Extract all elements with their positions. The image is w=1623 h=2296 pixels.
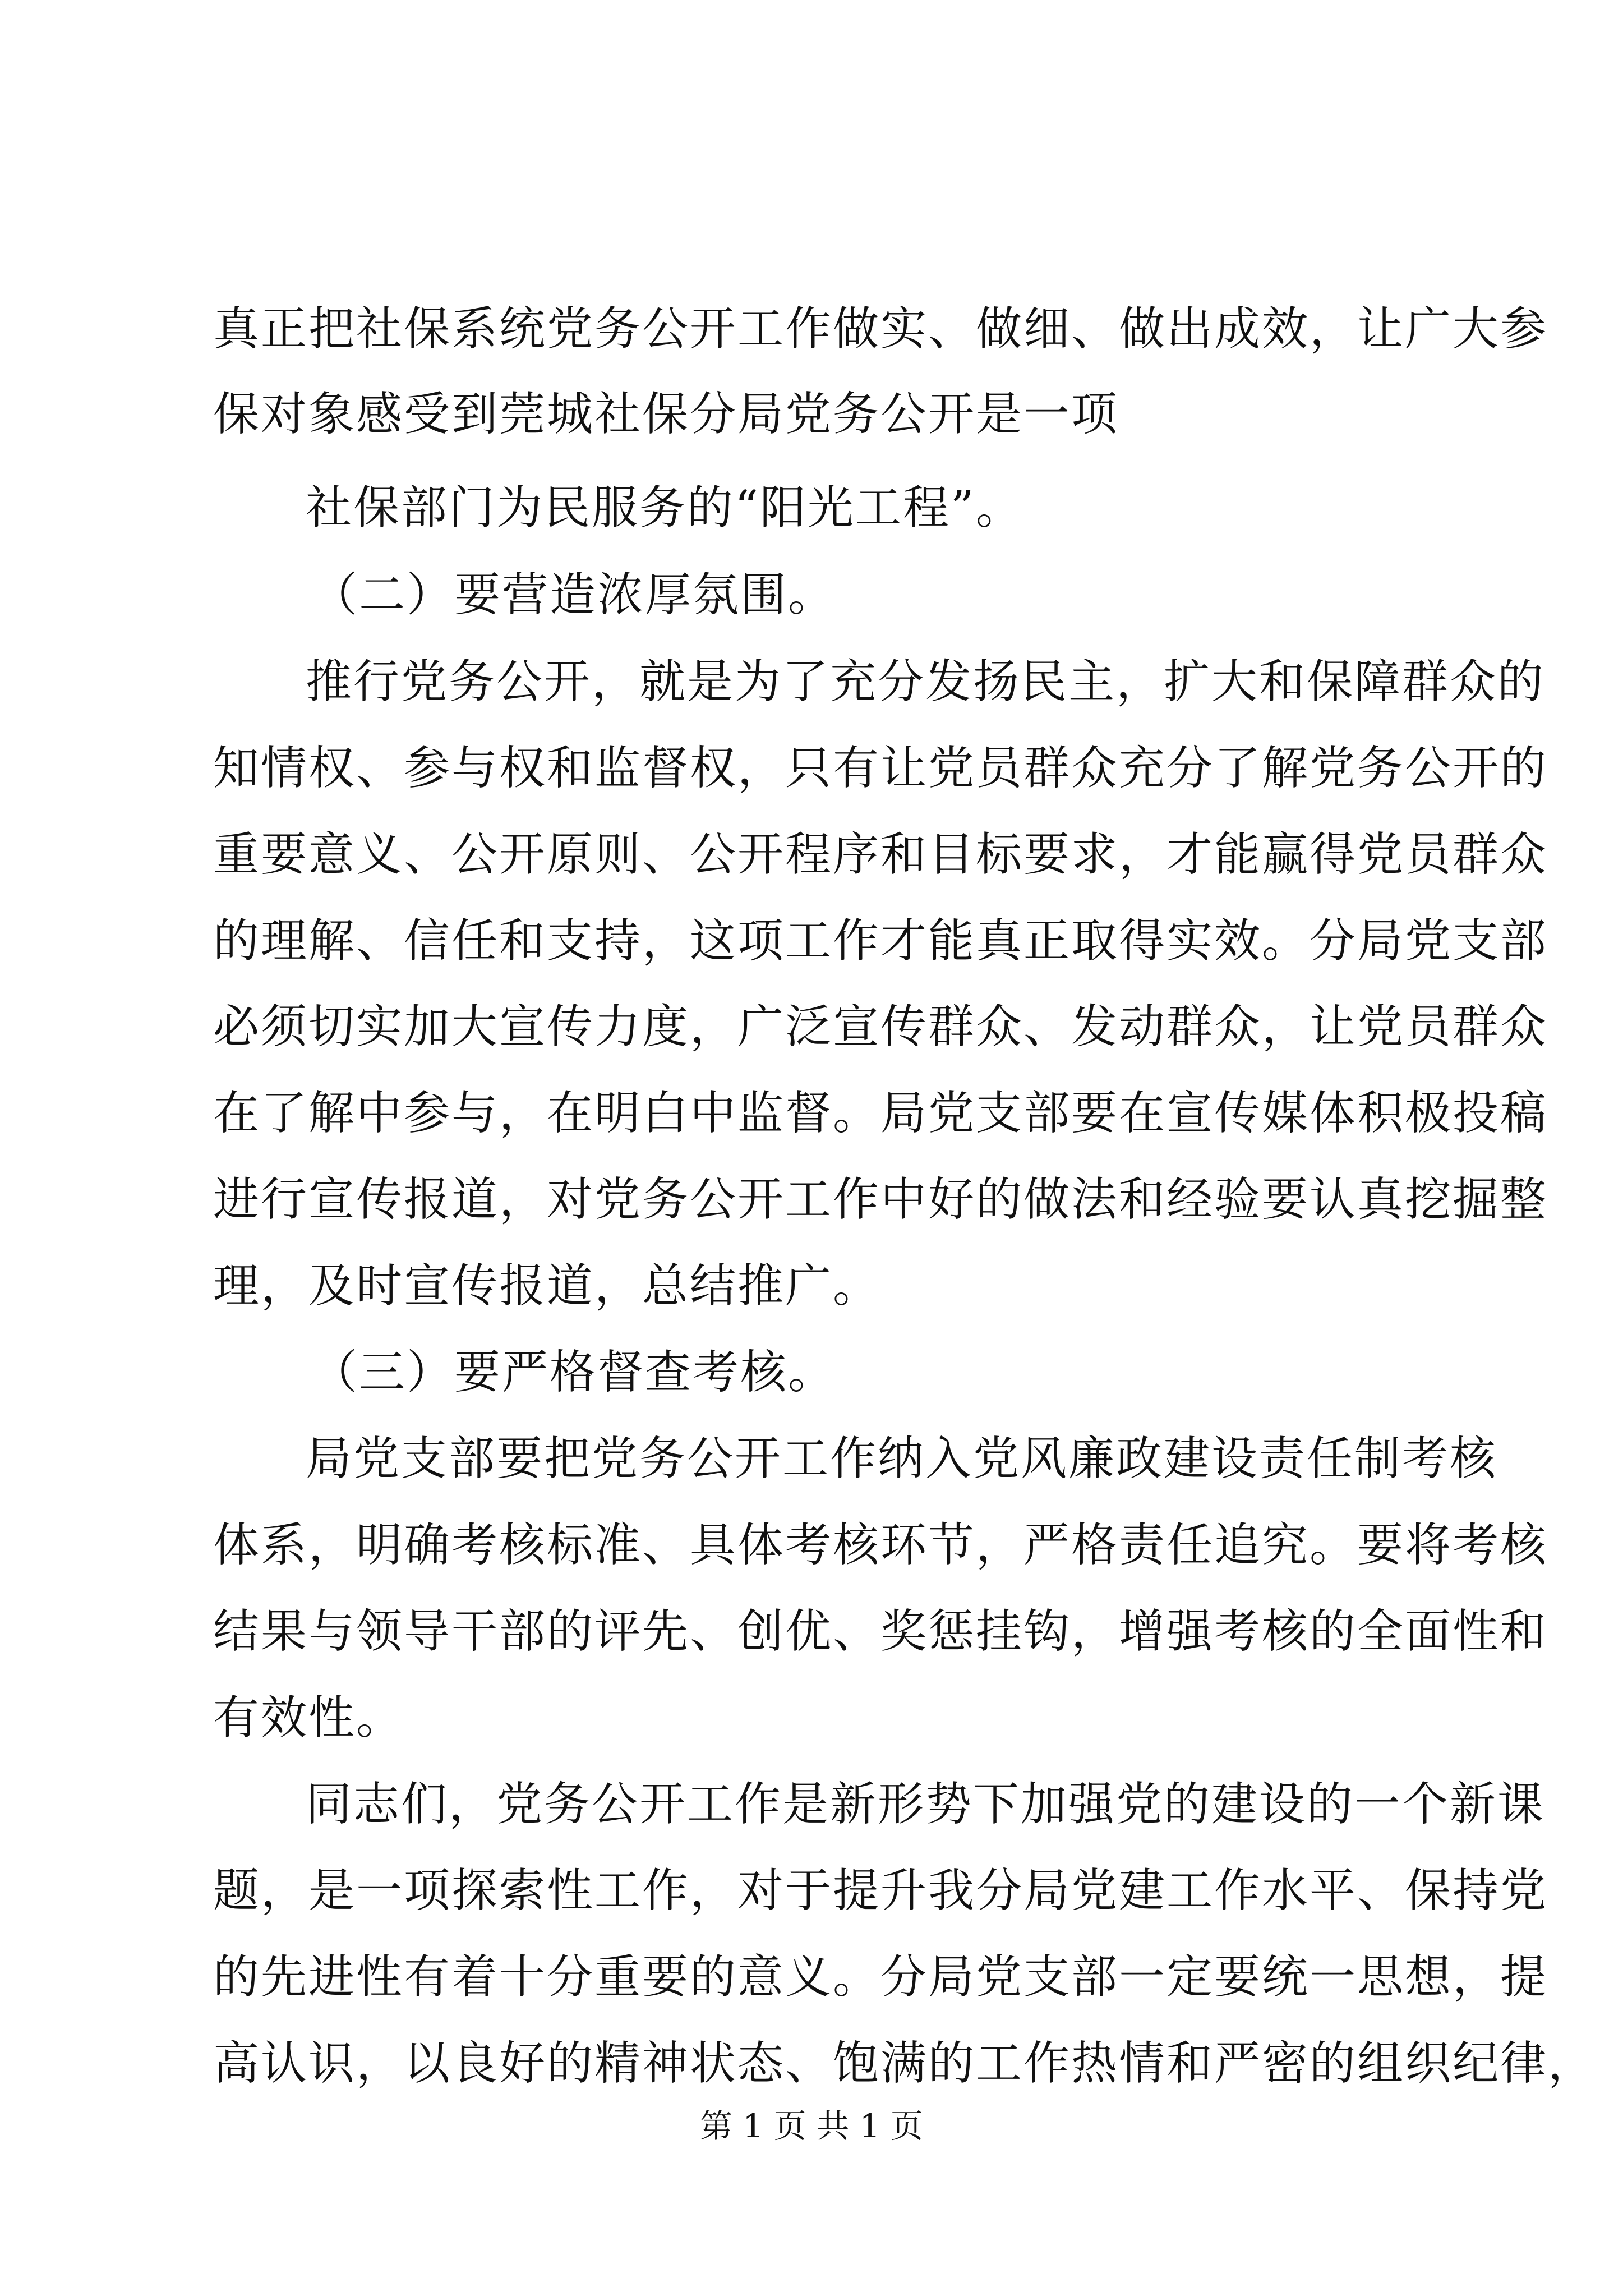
body-text-line: 高认识，以良好的精神状态、饱满的工作热情和严密的组织纪律， [213, 2037, 1596, 2090]
body-text-line: 保对象感受到莞城社保分局党务公开是一项 [213, 388, 1119, 441]
section-heading: （二）要营造浓厚氛围。 [311, 568, 836, 622]
body-text-line: 进行宣传报道，对党务公开工作中好的做法和经验要认真挖掘整 [213, 1173, 1548, 1226]
body-text-line: 同志们，党务公开工作是新形势下加强党的建设的一个新课 [306, 1778, 1546, 1831]
body-text-line: 有效性。 [213, 1691, 404, 1745]
body-text-line: 题，是一项探索性工作，对于提升我分局党建工作水平、保持党 [213, 1864, 1548, 1917]
body-text-line: 理，及时宣传报道，总结推广。 [213, 1259, 881, 1313]
body-text-line: 结果与领导干部的评先、创优、奖惩挂钩，增强考核的全面性和 [213, 1605, 1548, 1658]
section-heading: （三）要严格督查考核。 [311, 1346, 836, 1399]
body-text-line: 知情权、参与权和监督权，只有让党员群众充分了解党务公开的 [213, 742, 1548, 795]
body-text-line: 局党支部要把党务公开工作纳入党风廉政建设责任制考核 [306, 1432, 1498, 1485]
body-text-line: 社保部门为民服务的“阳光工程”。 [306, 481, 1023, 535]
body-text-line: 重要意义、公开原则、公开程序和目标要求，才能赢得党员群众 [213, 828, 1548, 881]
body-text-line: 体系，明确考核标准、具体考核环节，严格责任追究。要将考核 [213, 1519, 1548, 1572]
body-text-line: 必须切实加大宣传力度，广泛宣传群众、发动群众，让党员群众 [213, 1000, 1548, 1053]
body-text-line: 真正把社保系统党务公开工作做实、做细、做出成效，让广大参 [213, 302, 1548, 356]
page-number-footer: 第 1 页 共 1 页 [700, 2107, 923, 2145]
body-text-line: 在了解中参与，在明白中监督。局党支部要在宣传媒体积极投稿 [213, 1087, 1548, 1140]
body-text-line: 的理解、信任和支持，这项工作才能真正取得实效。分局党支部 [213, 914, 1548, 968]
body-text-line: 推行党务公开，就是为了充分发扬民主，扩大和保障群众的 [306, 655, 1546, 708]
body-text-line: 的先进性有着十分重要的意义。分局党支部一定要统一思想，提 [213, 1950, 1548, 2004]
